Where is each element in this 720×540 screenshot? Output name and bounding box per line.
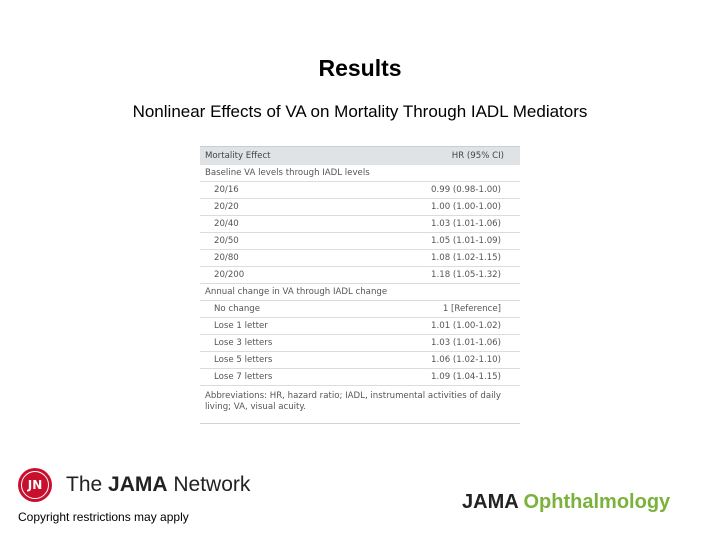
row-label: Lose 5 letters bbox=[214, 355, 273, 365]
table-header bbox=[200, 146, 520, 165]
slide-subtitle: Nonlinear Effects of VA on Mortality Through IADL Mediators bbox=[132, 102, 588, 121]
row-value: 1.05 (1.01-1.09) bbox=[431, 236, 501, 246]
copyright-notice: Copyright restrictions may apply bbox=[18, 510, 189, 524]
table-row bbox=[200, 233, 520, 250]
row-value: 1.06 (1.02-1.10) bbox=[431, 355, 501, 365]
row-value: 1.00 (1.00-1.00) bbox=[431, 202, 501, 212]
row-label: 20/40 bbox=[214, 219, 239, 229]
section-annual-change bbox=[200, 284, 520, 301]
table-row bbox=[200, 369, 520, 386]
network-suffix: Network bbox=[167, 473, 251, 496]
row-label: Lose 1 letter bbox=[214, 321, 268, 331]
journal-name: Ophthalmology bbox=[517, 491, 671, 513]
table-row bbox=[200, 318, 520, 335]
row-value: 1.09 (1.04-1.15) bbox=[431, 372, 501, 382]
table-row bbox=[200, 352, 520, 369]
jn-logo-icon bbox=[18, 468, 52, 502]
table-row bbox=[200, 335, 520, 352]
row-label: 20/20 bbox=[214, 202, 239, 212]
network-prefix: The bbox=[66, 473, 109, 496]
table-row bbox=[200, 267, 520, 284]
row-label: 20/16 bbox=[214, 185, 239, 195]
table-footnote: Abbreviations: HR, hazard ratio; IADL, instrumental activities of daily living; VA, visual acuity. bbox=[205, 391, 501, 412]
section-label: Annual change in VA through IADL change bbox=[205, 287, 388, 297]
row-value: 1.03 (1.01-1.06) bbox=[431, 219, 501, 229]
network-wordmark bbox=[66, 473, 250, 497]
header-mortality-effect: Mortality Effect bbox=[205, 151, 271, 161]
network-bold: JAMA bbox=[108, 473, 168, 496]
table-row bbox=[200, 250, 520, 267]
row-value: 1 [Reference] bbox=[442, 304, 501, 314]
table-row bbox=[200, 216, 520, 233]
row-label: 20/200 bbox=[214, 270, 245, 280]
row-label: 20/80 bbox=[214, 253, 239, 263]
row-label: No change bbox=[214, 304, 261, 314]
header-hr-ci: HR (95% CI) bbox=[451, 151, 504, 161]
section-baseline-va bbox=[200, 165, 520, 182]
jama-ophthalmology-logo bbox=[462, 491, 670, 514]
row-label: Lose 7 letters bbox=[214, 372, 273, 382]
row-value: 1.01 (1.00-1.02) bbox=[431, 321, 501, 331]
section-label: Baseline VA levels through IADL levels bbox=[205, 168, 370, 178]
slide-title: Results bbox=[318, 55, 402, 81]
row-value: 1.03 (1.01-1.06) bbox=[431, 338, 501, 348]
row-value: 1.08 (1.02-1.15) bbox=[431, 253, 501, 263]
row-label: 20/50 bbox=[214, 236, 239, 246]
table-row bbox=[200, 199, 520, 216]
table-row bbox=[200, 182, 520, 199]
jama-network-logo bbox=[18, 468, 250, 502]
results-table bbox=[200, 146, 520, 424]
row-value: 0.99 (0.98-1.00) bbox=[431, 185, 501, 195]
table-row bbox=[200, 301, 520, 318]
jn-logo-mark: JN bbox=[21, 471, 49, 499]
row-value: 1.18 (1.05-1.32) bbox=[431, 270, 501, 280]
journal-prefix: JAMA bbox=[462, 491, 518, 513]
row-label: Lose 3 letters bbox=[214, 338, 273, 348]
